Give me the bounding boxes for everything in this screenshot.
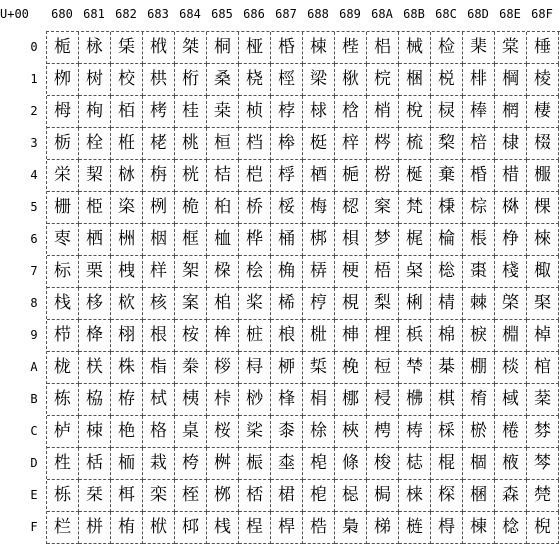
glyph-cell: 栺 [143, 352, 175, 384]
glyph-cell: 梋 [303, 384, 335, 416]
row-header: 7 [30, 264, 38, 278]
glyph-cell: 棩 [495, 320, 527, 352]
glyph-cell: 棝 [463, 448, 495, 480]
glyph-cell: 栘 [79, 288, 111, 320]
glyph-cell: 梠 [367, 32, 399, 64]
glyph-cell: 梩 [367, 320, 399, 352]
row-header: 0 [30, 40, 38, 54]
glyph-cell: 桙 [207, 320, 239, 352]
glyph-cell: 桬 [239, 416, 271, 448]
glyph-cell: 梿 [399, 512, 431, 544]
glyph-cell: 栕 [79, 192, 111, 224]
glyph-cell: 栰 [143, 32, 175, 64]
glyph-cell: 梶 [399, 224, 431, 256]
glyph-cell: 棅 [431, 192, 463, 224]
glyph-cell: 棽 [527, 448, 559, 480]
glyph-cell: 株 [111, 352, 143, 384]
glyph-cell: 棺 [527, 352, 559, 384]
glyph-cell: 棙 [463, 320, 495, 352]
glyph-cell: 梍 [303, 448, 335, 480]
glyph-cell: 梻 [399, 384, 431, 416]
glyph-cell: 校 [111, 64, 143, 96]
glyph-cell: 桓 [207, 128, 239, 160]
glyph-cell: 栄 [47, 160, 79, 192]
glyph-cell: 梺 [399, 352, 431, 384]
column-header: 68F [531, 7, 553, 21]
glyph-cell: 棒 [463, 96, 495, 128]
glyph-cell: 桿 [271, 512, 303, 544]
block-prefix-label: U+00 [0, 7, 29, 21]
row-header: C [30, 424, 38, 438]
glyph-cell: 棗 [463, 256, 495, 288]
glyph-cell: 棟 [463, 512, 495, 544]
glyph-cell: 桗 [207, 256, 239, 288]
column-header: 689 [339, 7, 361, 21]
glyph-cell: 桉 [175, 320, 207, 352]
glyph-cell: 案 [175, 288, 207, 320]
glyph-cell: 根 [143, 320, 175, 352]
glyph-cell: 棵 [527, 192, 559, 224]
glyph-cell: 棌 [431, 416, 463, 448]
glyph-cell: 棰 [527, 32, 559, 64]
glyph-cell: 栀 [47, 32, 79, 64]
glyph-cell: 桒 [207, 96, 239, 128]
glyph-cell: 桤 [239, 160, 271, 192]
glyph-cell: 桴 [271, 160, 303, 192]
glyph-cell: 栻 [143, 384, 175, 416]
glyph-cell: 桶 [271, 224, 303, 256]
glyph-cell: 梐 [335, 32, 367, 64]
glyph-cell: 梳 [399, 128, 431, 160]
glyph-cell: 梗 [335, 256, 367, 288]
glyph-cell: 桕 [207, 192, 239, 224]
glyph-cell: 桸 [271, 288, 303, 320]
glyph-cell: 栠 [111, 32, 143, 64]
glyph-cell: 栲 [143, 96, 175, 128]
row-header: 8 [30, 296, 38, 310]
glyph-cell: 梎 [303, 480, 335, 512]
column-header: 685 [211, 7, 233, 21]
glyph-cell: 梙 [335, 320, 367, 352]
glyph-cell: 栗 [79, 256, 111, 288]
glyph-cell: 栵 [143, 192, 175, 224]
glyph-cell: 栍 [47, 448, 79, 480]
glyph-cell: 梇 [303, 256, 335, 288]
glyph-cell: 栨 [111, 288, 143, 320]
glyph-cell: 栦 [111, 224, 143, 256]
glyph-cell: 栱 [143, 64, 175, 96]
glyph-cell: 栚 [79, 352, 111, 384]
glyph-cell: 梯 [367, 512, 399, 544]
glyph-cell: 棔 [463, 160, 495, 192]
glyph-cell: 棴 [527, 160, 559, 192]
glyph-cell: 棆 [431, 224, 463, 256]
glyph-cell: 栿 [143, 512, 175, 544]
glyph-cell: 棁 [431, 64, 463, 96]
glyph-cell: 梞 [335, 480, 367, 512]
glyph-cell: 梣 [367, 128, 399, 160]
glyph-cell: 梾 [399, 480, 431, 512]
glyph-cell: 栧 [111, 256, 143, 288]
glyph-cell: 栜 [79, 416, 111, 448]
glyph-cell: 桯 [239, 512, 271, 544]
glyph-cell: 棱 [527, 64, 559, 96]
glyph-cell: 棯 [495, 512, 527, 544]
glyph-cell: 检 [431, 32, 463, 64]
glyph-cell: 棓 [463, 128, 495, 160]
column-header: 684 [179, 7, 201, 21]
glyph-cell: 棤 [495, 160, 527, 192]
glyph-cell: 栴 [143, 160, 175, 192]
glyph-cell: 格 [143, 416, 175, 448]
glyph-cell: 梢 [367, 96, 399, 128]
glyph-cell: 棑 [463, 64, 495, 96]
glyph-cell: 桲 [271, 96, 303, 128]
glyph-cell: 桖 [207, 224, 239, 256]
glyph-cell: 框 [175, 224, 207, 256]
glyph-cell: 栬 [111, 416, 143, 448]
glyph-cell: 森 [495, 480, 527, 512]
row-header: 4 [30, 168, 38, 182]
glyph-cell: 棃 [431, 128, 463, 160]
glyph-cell: 栤 [111, 160, 143, 192]
glyph-cell: 梉 [303, 320, 335, 352]
glyph-grid [46, 31, 560, 544]
column-header: 68B [403, 7, 425, 21]
column-header: 686 [243, 7, 265, 21]
row-header: F [30, 520, 38, 534]
glyph-cell: 桨 [239, 288, 271, 320]
glyph-cell: 梒 [335, 96, 367, 128]
glyph-cell: 棳 [527, 128, 559, 160]
glyph-cell: 栭 [111, 448, 143, 480]
glyph-cell: 桩 [239, 320, 271, 352]
glyph-cell: 桏 [175, 512, 207, 544]
glyph-cell: 桷 [271, 256, 303, 288]
glyph-cell: 栛 [79, 384, 111, 416]
glyph-cell: 棎 [431, 480, 463, 512]
glyph-cell: 梛 [335, 384, 367, 416]
glyph-cell: 棛 [463, 384, 495, 416]
glyph-cell: 桮 [239, 480, 271, 512]
glyph-cell: 桽 [271, 448, 303, 480]
glyph-cell: 梼 [399, 416, 431, 448]
glyph-cell: 梴 [399, 160, 431, 192]
glyph-cell: 棍 [431, 448, 463, 480]
row-header: A [30, 360, 38, 374]
column-header: 68E [499, 7, 521, 21]
glyph-cell: 梮 [367, 480, 399, 512]
column-header: 687 [275, 7, 297, 21]
row-header: 5 [30, 200, 38, 214]
glyph-cell: 棧 [495, 256, 527, 288]
glyph-cell: 桃 [175, 128, 207, 160]
glyph-cell: 桌 [175, 416, 207, 448]
glyph-cell: 棕 [463, 192, 495, 224]
glyph-cell: 桰 [271, 32, 303, 64]
glyph-cell: 栏 [47, 512, 79, 544]
glyph-cell: 棿 [527, 512, 559, 544]
glyph-cell: 桼 [271, 416, 303, 448]
glyph-cell: 棐 [463, 32, 495, 64]
glyph-cell: 栂 [47, 96, 79, 128]
glyph-cell: 桭 [239, 448, 271, 480]
glyph-cell: 梓 [335, 128, 367, 160]
glyph-cell: 栢 [111, 96, 143, 128]
glyph-cell: 栫 [111, 384, 143, 416]
glyph-cell: 棚 [463, 352, 495, 384]
glyph-cell: 梆 [303, 224, 335, 256]
glyph-cell: 栩 [111, 320, 143, 352]
glyph-cell: 栣 [111, 128, 143, 160]
glyph-cell: 梅 [303, 192, 335, 224]
row-header: D [30, 456, 38, 470]
glyph-cell: 栌 [47, 416, 79, 448]
glyph-cell: 桞 [207, 480, 239, 512]
glyph-cell: 桵 [271, 192, 303, 224]
glyph-cell: 栶 [143, 224, 175, 256]
glyph-cell: 栁 [47, 64, 79, 96]
glyph-cell: 桝 [207, 448, 239, 480]
glyph-cell: 桘 [207, 288, 239, 320]
glyph-cell: 桱 [271, 64, 303, 96]
glyph-cell: 棻 [527, 384, 559, 416]
glyph-cell: 桑 [207, 64, 239, 96]
glyph-cell: 标 [47, 256, 79, 288]
glyph-cell: 棥 [495, 192, 527, 224]
glyph-cell: 棫 [495, 384, 527, 416]
glyph-cell: 梜 [335, 416, 367, 448]
glyph-cell: 棈 [431, 288, 463, 320]
glyph-cell: 棣 [495, 128, 527, 160]
glyph-cell: 棂 [431, 96, 463, 128]
glyph-cell: 梫 [367, 384, 399, 416]
glyph-cell: 桪 [239, 352, 271, 384]
glyph-cell: 棶 [527, 224, 559, 256]
glyph-cell: 棲 [527, 96, 559, 128]
glyph-cell: 桦 [239, 224, 271, 256]
column-header: 68A [371, 7, 393, 21]
glyph-cell: 梵 [399, 192, 431, 224]
glyph-cell: 桺 [271, 352, 303, 384]
glyph-cell: 栔 [79, 160, 111, 192]
glyph-cell: 桳 [271, 128, 303, 160]
glyph-cell: 栞 [79, 480, 111, 512]
glyph-cell: 栒 [79, 96, 111, 128]
glyph-cell: 梨 [367, 288, 399, 320]
glyph-cell: 桟 [207, 512, 239, 544]
glyph-cell: 树 [79, 64, 111, 96]
glyph-cell: 棡 [495, 64, 527, 96]
glyph-cell: 棼 [527, 416, 559, 448]
column-header: 681 [83, 7, 105, 21]
glyph-cell: 棭 [495, 448, 527, 480]
glyph-cell: 梃 [303, 128, 335, 160]
glyph-cell: 梑 [335, 64, 367, 96]
glyph-cell: 梦 [367, 224, 399, 256]
glyph-cell: 栮 [111, 480, 143, 512]
glyph-cell: 梹 [399, 320, 431, 352]
glyph-cell: 梽 [399, 448, 431, 480]
column-header: 683 [147, 7, 169, 21]
glyph-cell: 棾 [527, 480, 559, 512]
glyph-cell: 棘 [463, 288, 495, 320]
glyph-cell: 梀 [303, 32, 335, 64]
glyph-cell: 桻 [271, 384, 303, 416]
glyph-cell: 棬 [495, 416, 527, 448]
row-header: 1 [30, 72, 38, 86]
glyph-cell: 條 [335, 448, 367, 480]
glyph-cell: 梥 [367, 192, 399, 224]
row-header: B [30, 392, 38, 406]
glyph-cell: 栾 [143, 480, 175, 512]
glyph-cell: 桁 [175, 64, 207, 96]
glyph-cell: 棠 [495, 32, 527, 64]
glyph-cell: 梤 [367, 160, 399, 192]
glyph-cell: 桂 [175, 96, 207, 128]
glyph-cell: 栓 [79, 128, 111, 160]
glyph-cell: 梌 [303, 416, 335, 448]
glyph-cell: 栖 [79, 224, 111, 256]
glyph-cell: 桥 [239, 192, 271, 224]
glyph-cell: 栐 [79, 32, 111, 64]
glyph-cell: 桧 [239, 256, 271, 288]
row-header: 9 [30, 328, 38, 342]
glyph-cell: 栝 [79, 448, 111, 480]
column-header: 68C [435, 7, 457, 21]
glyph-cell: 棪 [495, 352, 527, 384]
glyph-cell: 桇 [175, 256, 207, 288]
glyph-cell: 栽 [143, 448, 175, 480]
glyph-cell: 桍 [175, 448, 207, 480]
glyph-cell: 棖 [463, 224, 495, 256]
column-header: 68D [467, 7, 489, 21]
glyph-cell: 栋 [47, 384, 79, 416]
glyph-cell: 棸 [527, 288, 559, 320]
glyph-cell: 桜 [207, 416, 239, 448]
row-header: E [30, 488, 38, 502]
glyph-cell: 梟 [335, 512, 367, 544]
glyph-cell: 栅 [47, 192, 79, 224]
glyph-cell: 栆 [47, 224, 79, 256]
glyph-cell: 栃 [47, 128, 79, 160]
glyph-cell: 棇 [431, 256, 463, 288]
glyph-cell: 棄 [431, 160, 463, 192]
glyph-cell: 梏 [303, 512, 335, 544]
column-header: 682 [115, 7, 137, 21]
glyph-cell: 棦 [495, 224, 527, 256]
glyph-cell: 棋 [431, 384, 463, 416]
glyph-cell: 梪 [367, 352, 399, 384]
glyph-cell: 桾 [271, 480, 303, 512]
glyph-cell: 桠 [239, 32, 271, 64]
glyph-cell: 梖 [335, 224, 367, 256]
glyph-cell: 栟 [79, 512, 111, 544]
glyph-cell: 核 [143, 288, 175, 320]
glyph-cell: 梡 [367, 64, 399, 96]
glyph-cell: 档 [239, 128, 271, 160]
glyph-cell: 桐 [207, 32, 239, 64]
glyph-cell: 梷 [399, 256, 431, 288]
glyph-cell: 桊 [175, 352, 207, 384]
row-header: 6 [30, 232, 38, 246]
glyph-cell: 梄 [303, 160, 335, 192]
glyph-cell: 桢 [239, 96, 271, 128]
glyph-cell: 梊 [303, 352, 335, 384]
glyph-cell: 梱 [399, 64, 431, 96]
glyph-cell: 梧 [367, 256, 399, 288]
glyph-cell: 桄 [175, 160, 207, 192]
glyph-cell: 桫 [239, 384, 271, 416]
glyph-cell: 栎 [47, 480, 79, 512]
glyph-cell: 梲 [399, 96, 431, 128]
glyph-cell: 梸 [399, 288, 431, 320]
glyph-cell: 棏 [431, 512, 463, 544]
glyph-cell: 桔 [207, 160, 239, 192]
glyph-cell: 栈 [47, 288, 79, 320]
glyph-cell: 棷 [527, 256, 559, 288]
glyph-cell: 棨 [495, 288, 527, 320]
glyph-cell: 栙 [79, 320, 111, 352]
glyph-cell: 样 [143, 256, 175, 288]
glyph-cell: 械 [399, 32, 431, 64]
column-header: 680 [51, 7, 73, 21]
glyph-cell: 梕 [335, 192, 367, 224]
column-header: 688 [307, 7, 329, 21]
glyph-cell: 棞 [463, 480, 495, 512]
glyph-cell: 梬 [367, 416, 399, 448]
glyph-cell: 桀 [175, 32, 207, 64]
glyph-cell: 梔 [335, 160, 367, 192]
glyph-cell: 棢 [495, 96, 527, 128]
glyph-cell: 栊 [47, 352, 79, 384]
glyph-cell: 桛 [207, 384, 239, 416]
glyph-cell: 梂 [303, 96, 335, 128]
glyph-cell: 梭 [367, 448, 399, 480]
glyph-cell: 桋 [175, 384, 207, 416]
row-header: 3 [30, 136, 38, 150]
glyph-cell: 棊 [431, 352, 463, 384]
glyph-cell: 桹 [271, 320, 303, 352]
glyph-cell: 栯 [111, 512, 143, 544]
glyph-cell: 桚 [207, 352, 239, 384]
glyph-cell: 梁 [303, 64, 335, 96]
glyph-cell: 栳 [143, 128, 175, 160]
glyph-cell: 梚 [335, 352, 367, 384]
glyph-cell: 栥 [111, 192, 143, 224]
glyph-cell: 棹 [527, 320, 559, 352]
row-header: 2 [30, 104, 38, 118]
glyph-cell: 桡 [239, 64, 271, 96]
glyph-cell: 桎 [175, 480, 207, 512]
glyph-cell: 梈 [303, 288, 335, 320]
glyph-cell: 棉 [431, 320, 463, 352]
glyph-cell: 梘 [335, 288, 367, 320]
glyph-cell: 棜 [463, 416, 495, 448]
glyph-cell: 桅 [175, 192, 207, 224]
glyph-cell: 栉 [47, 320, 79, 352]
